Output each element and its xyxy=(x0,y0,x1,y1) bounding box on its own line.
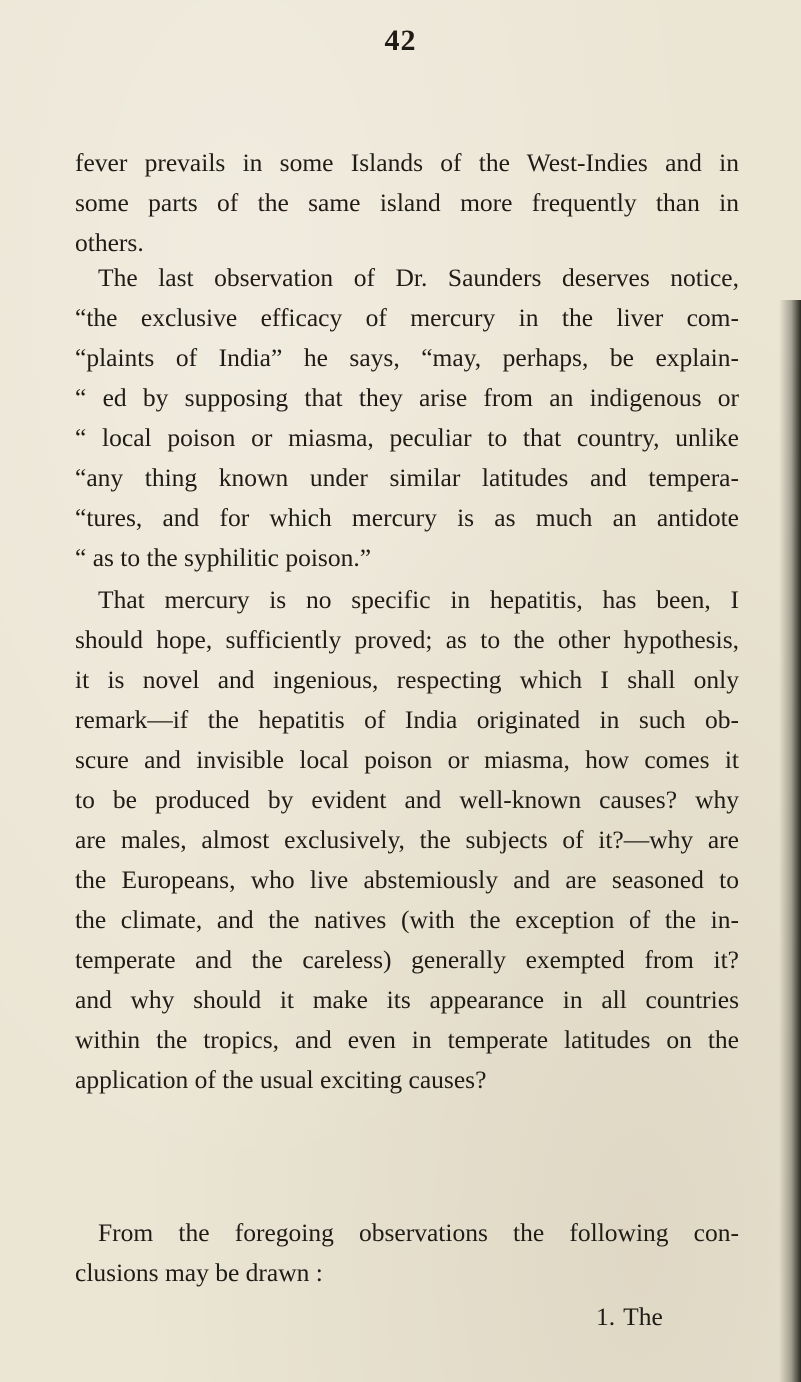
text-line: fever prevails in some Islands of the West-Indies and in xyxy=(75,148,739,177)
text-line: “ as to the syphilitic poison.” xyxy=(75,543,372,572)
text-line: the Europeans, who live abstemiously and are seasoned to xyxy=(75,865,739,894)
page-edge-shadow xyxy=(779,300,801,1382)
text-line: “the exclusive efficacy of mercury in the liver com- xyxy=(75,303,739,332)
text-line: scure and invisible local poison or miasma, how comes it xyxy=(75,745,739,774)
text-line: and why should it make its appearance in all countries xyxy=(75,985,739,1014)
paragraph-4 xyxy=(75,1213,739,1293)
text-line: remark—if the hepatitis of India originated in such ob- xyxy=(75,705,739,734)
catchword xyxy=(596,1297,663,1337)
text-line: the climate, and the natives (with the exception of the in- xyxy=(75,905,739,934)
text-line: That mercury is no specific in hepatitis, has been, I xyxy=(98,585,739,614)
text-line: to be produced by evident and well-known causes? why xyxy=(75,785,739,814)
text-line: “any thing known under similar latitudes and tempera- xyxy=(75,463,739,492)
text-line: “ ed by supposing that they arise from an indigenous or xyxy=(75,383,739,412)
text-line: “ local poison or miasma, peculiar to that country, unlike xyxy=(75,423,739,452)
text-line: should hope, sufficiently proved; as to the other hypothesis, xyxy=(75,625,739,654)
text-line: The last observation of Dr. Saunders deserves notice, xyxy=(98,263,739,292)
text-line: “plaints of India” he says, “may, perhaps, be explain- xyxy=(75,343,739,372)
paragraph-2 xyxy=(75,258,739,578)
page-number: 42 xyxy=(384,24,417,57)
text-line: application of the usual exciting causes? xyxy=(75,1065,487,1094)
paragraph-3 xyxy=(75,580,739,1100)
paragraph-1 xyxy=(75,143,739,263)
catchword-text: The xyxy=(623,1302,663,1331)
text-line: it is novel and ingenious, respecting which I shall only xyxy=(75,665,739,694)
text-line: some parts of the same island more frequently than in xyxy=(75,188,739,217)
text-line: others. xyxy=(75,228,144,257)
text-line: clusions may be drawn : xyxy=(75,1258,323,1287)
text-line: are males, almost exclusively, the subjects of it?—why are xyxy=(75,825,739,854)
catchword-number: 1. xyxy=(596,1302,616,1331)
text-line: From the foregoing observations the following con- xyxy=(98,1218,739,1247)
text-line: within the tropics, and even in temperate latitudes on the xyxy=(75,1025,739,1054)
text-line: “tures, and for which mercury is as much an antidote xyxy=(75,503,739,532)
text-line: temperate and the careless) generally exempted from it? xyxy=(75,945,739,974)
